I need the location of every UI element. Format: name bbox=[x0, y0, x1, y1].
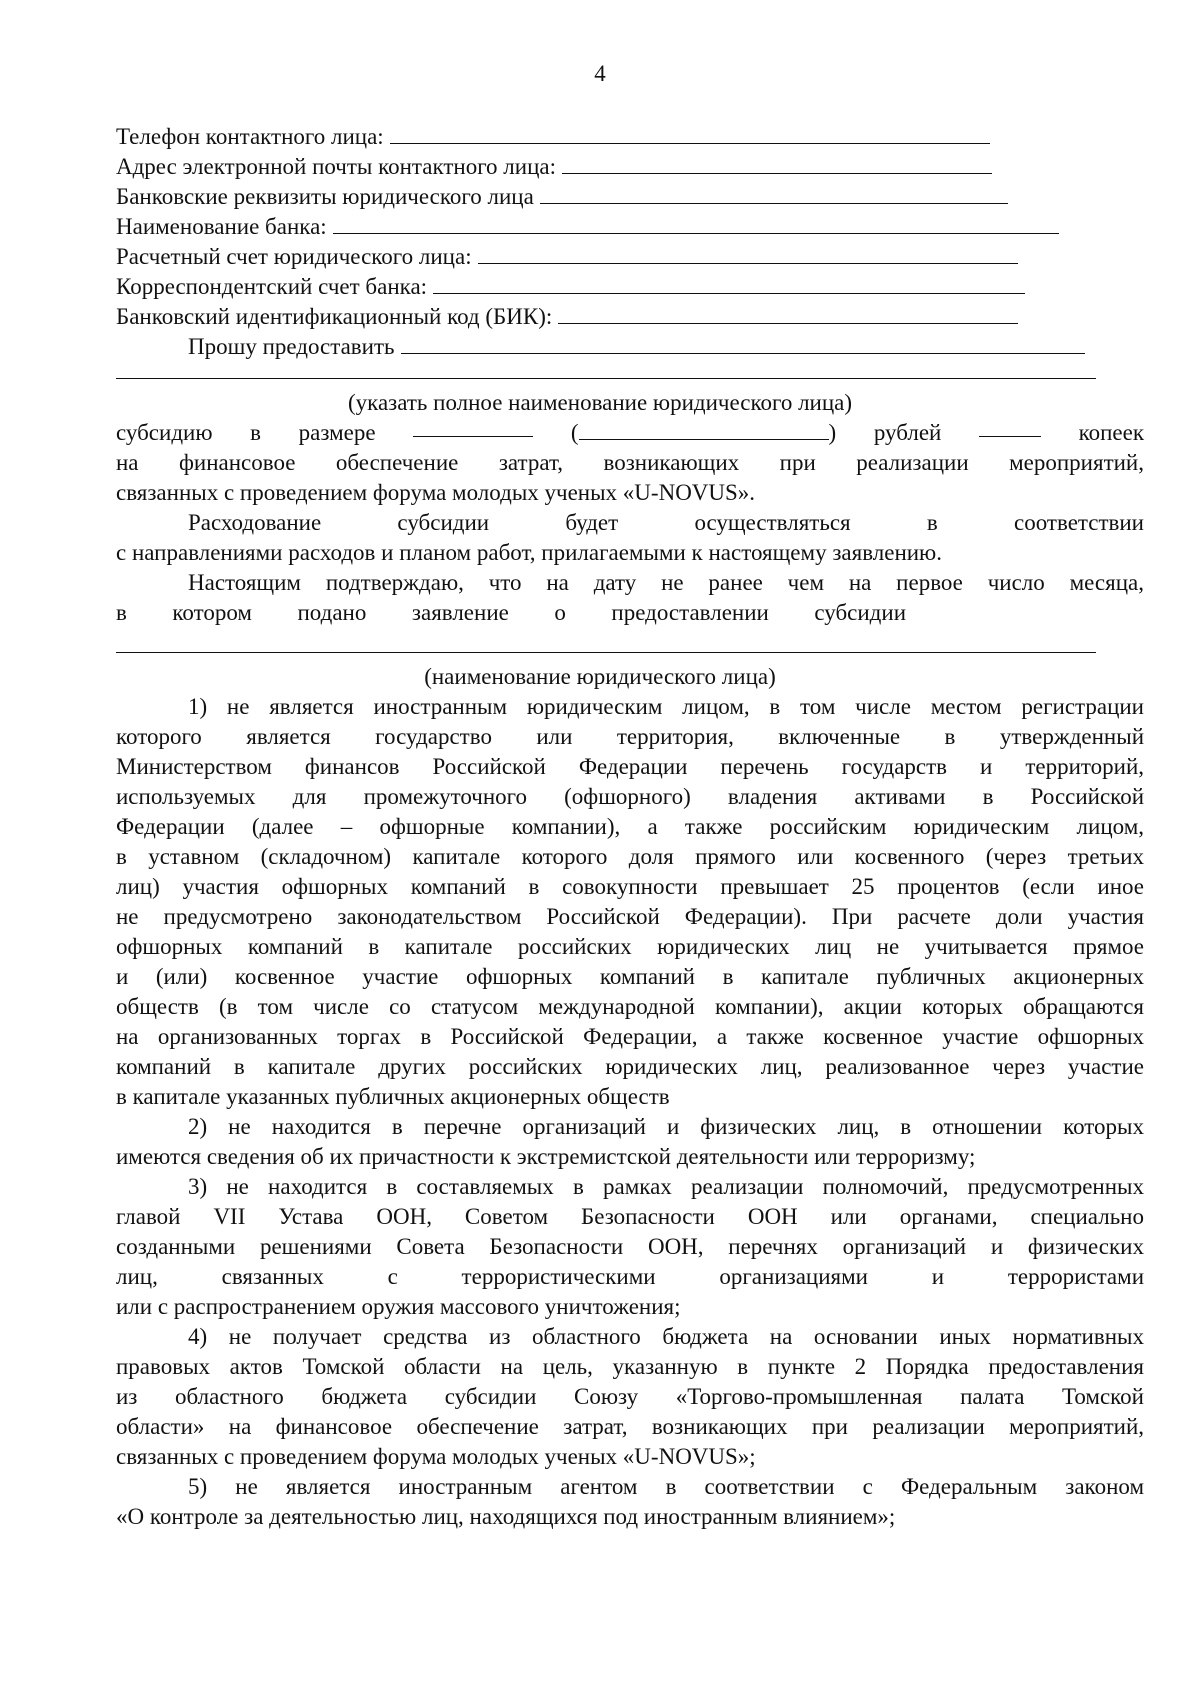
item-2-line: имеются сведения об их причастности к экстремистской деятельности или терроризму; bbox=[116, 1144, 976, 1169]
amount-blank[interactable] bbox=[413, 418, 533, 437]
item-1-line: в уставном (складочном) капитале которого доля прямого или косвенного (через третьих bbox=[116, 844, 1144, 869]
item-4-line: правовых актов Томской области на цель, указанную в пункте 2 Порядка предоставления bbox=[116, 1354, 1144, 1379]
item-3-line: или с распространением оружия массового уничтожения; bbox=[116, 1294, 681, 1319]
text-line: с направлениями расходов и планом работ, прилагаемыми к настоящему заявлению. bbox=[116, 540, 942, 565]
item-3-line: лиц, связанных с террористическими организациями и террористами bbox=[116, 1264, 1144, 1289]
subsidy-word: размере bbox=[298, 420, 376, 445]
item-1-line: и (или) косвенное участие офшорных компаний в капитале публичных акционерных bbox=[116, 964, 1144, 989]
request-line bbox=[116, 332, 1200, 362]
open-paren: ( bbox=[570, 420, 579, 445]
field-label: Корреспондентский счет банка: bbox=[116, 274, 428, 299]
item-1-line: Министерством финансов Российской Федерации перечень государств и территорий, bbox=[116, 754, 1144, 779]
item-3-line: главой VII Устава ООН, Советом Безопасности ООН или органами, специально bbox=[116, 1204, 1144, 1229]
field-bik bbox=[116, 302, 1144, 332]
item-3-line: созданными решениями Совета Безопасности ООН, перечнях организаций и физических bbox=[116, 1234, 1144, 1259]
field-label: Банковские реквизиты юридического лица bbox=[116, 184, 534, 209]
item-4-line: связанных с проведением форума молодых ученых «U-NOVUS»; bbox=[116, 1444, 756, 1469]
field-bank-details bbox=[116, 182, 1144, 212]
item-4-line: области» на финансовое обеспечение затрат, возникающих при реализации мероприятий, bbox=[116, 1414, 1144, 1439]
caption-entity-name: (наименование юридического лица) bbox=[424, 664, 776, 689]
field-label: Банковский идентификационный код (БИК): bbox=[116, 304, 553, 329]
text-line: Расходование субсидии будет осуществляться в соответствии bbox=[188, 510, 1144, 535]
field-label: Наименование банка: bbox=[116, 214, 327, 239]
item-1-line: на организованных торгах в Российской Федерации, а также косвенное участие офшорных bbox=[116, 1024, 1144, 1049]
subsidy-word: субсидию bbox=[116, 420, 213, 445]
text-line: Настоящим подтверждаю, что на дату не ранее чем на первое число месяца, bbox=[188, 570, 1144, 595]
field-contact-phone bbox=[116, 122, 1144, 152]
amount-words-group bbox=[571, 418, 836, 448]
field-blank[interactable] bbox=[390, 125, 990, 144]
text-line: на финансовое обеспечение затрат, возникающих при реализации мероприятий, bbox=[116, 450, 1144, 475]
rubles-word: рублей bbox=[873, 420, 942, 445]
entity-name-blank[interactable] bbox=[116, 652, 1096, 653]
item-5-line: 5) не является иностранным агентом в соответствии с Федеральным законом bbox=[188, 1474, 1144, 1499]
item-4-line: из областного бюджета субсидии Союзу «Торгово-промышленная палата Томской bbox=[116, 1384, 1144, 1409]
request-blank[interactable] bbox=[401, 335, 1085, 354]
kopeks-word: копеек bbox=[1078, 420, 1144, 445]
item-1-line: используемых для промежуточного (офшорного) владения активами в Российской bbox=[116, 784, 1144, 809]
item-3-line: 3) не находится в составляемых в рамках реализации полномочий, предусмотренных bbox=[188, 1174, 1144, 1199]
item-1-line: в капитале указанных публичных акционерных обществ bbox=[116, 1084, 670, 1109]
field-blank[interactable] bbox=[433, 275, 1025, 294]
close-paren: ) bbox=[828, 420, 837, 445]
item-4-line: 4) не получает средства из областного бюджета на основании иных нормативных bbox=[188, 1324, 1144, 1349]
field-blank[interactable] bbox=[333, 215, 1059, 234]
field-correspondent-account bbox=[116, 272, 1144, 302]
field-blank[interactable] bbox=[540, 185, 1008, 204]
item-1-line: которого является государство или территория, включенные в утвержденный bbox=[116, 724, 1144, 749]
subsidy-word: в bbox=[250, 420, 262, 445]
item-1-line: обществ (в том числе со статусом международной компании), акции которых обращаются bbox=[116, 994, 1144, 1019]
item-1-line: компаний в капитале других российских юридических лиц, реализованное через участие bbox=[116, 1054, 1144, 1079]
field-label: Расчетный счет юридического лица: bbox=[116, 244, 472, 269]
field-label: Адрес электронной почты контактного лица: bbox=[116, 154, 556, 179]
field-blank[interactable] bbox=[478, 245, 1018, 264]
text-line: в котором подано заявление о предоставлении субсидии bbox=[116, 600, 906, 625]
item-2-line: 2) не находится в перечне организаций и физических лиц, в отношении которых bbox=[188, 1114, 1144, 1139]
field-bank-name bbox=[116, 212, 1144, 242]
field-blank[interactable] bbox=[562, 155, 992, 174]
item-1-line: Федерации (далее – офшорные компании), а также российским юридическим лицом, bbox=[116, 814, 1144, 839]
field-contact-email bbox=[116, 152, 1144, 182]
field-blank[interactable] bbox=[558, 305, 1018, 324]
field-label: Телефон контактного лица: bbox=[116, 124, 384, 149]
request-prefix: Прошу предоставить bbox=[188, 334, 395, 359]
amount-words-blank[interactable] bbox=[579, 421, 829, 440]
entity-full-name-blank[interactable] bbox=[116, 378, 1096, 379]
item-1-line: лиц) участия офшорных компаний в совокупности превышает 25 процентов (если иное bbox=[116, 874, 1144, 899]
item-5-line: «О контроле за деятельностью лиц, находящихся под иностранным влиянием»; bbox=[116, 1504, 896, 1529]
kopeks-blank[interactable] bbox=[979, 418, 1041, 437]
subsidy-amount-line bbox=[116, 418, 1144, 448]
text-line: связанных с проведением форума молодых ученых «U-NOVUS». bbox=[116, 480, 756, 505]
page-number: 4 bbox=[594, 61, 606, 86]
field-settlement-account bbox=[116, 242, 1144, 272]
caption-full-name: (указать полное наименование юридического лица) bbox=[347, 390, 853, 415]
item-1-line: 1) не является иностранным юридическим лицом, в том числе местом регистрации bbox=[188, 694, 1144, 719]
item-1-line: не предусмотрено законодательством Российской Федерации). При расчете доли участия bbox=[116, 904, 1144, 929]
item-1-line: офшорных компаний в капитале российских юридических лиц не учитывается прямое bbox=[116, 934, 1144, 959]
